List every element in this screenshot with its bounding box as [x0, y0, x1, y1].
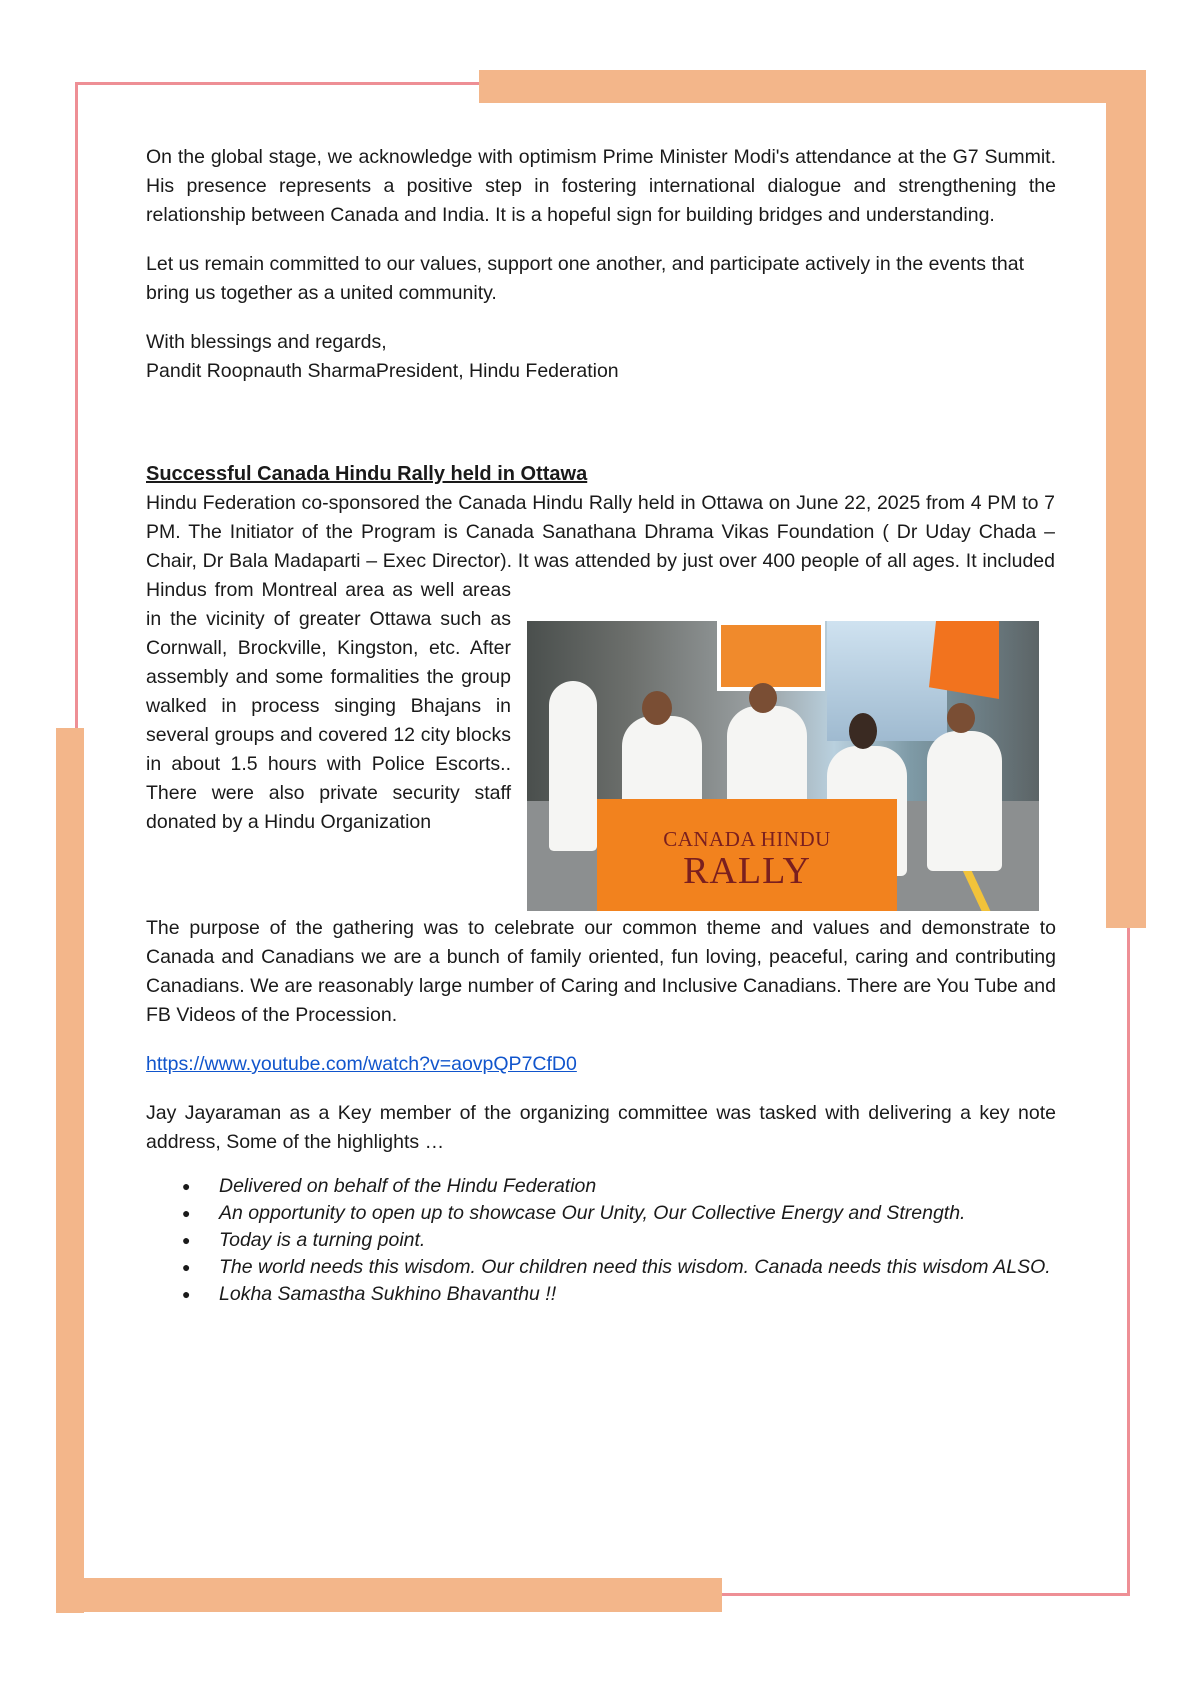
video-link-row [146, 1050, 1056, 1079]
photo-orange-flag [929, 621, 999, 699]
list-item: ● Delivered on behalf of the Hindu Federation [219, 1173, 1056, 1200]
orange-frame-bottom-bar [56, 1578, 722, 1612]
photo-person [927, 731, 1002, 871]
photo-person [549, 681, 597, 851]
article-heading: Successful Canada Hindu Rally held in Ottawa [146, 463, 588, 485]
article-paragraph-rally-text: Hindu Federation co-sponsored the Canada Hindu Rally held in Ottawa on June 22, 2025 from 4 PM to 7 PM. The Initiator of the Program is Canada Sanathana Dhrama Vikas Foundation ( Dr Uday Chada – Chair, Dr Bala Madaparti – Exec Director). It was attended by just over 400 people of all ages. It included Hindus from Montreal area as well areas in the vicinity of greater Ottawa such as Cornwall, Brockville, Kingston, etc. After assembly and some formalities the group walked in process singing Bhajans in several groups and covered 12 city blocks in about 1.5 hours with Police Escorts.. There were also private security staff donated by a Hindu Organization [146, 492, 1055, 833]
keynote-highlights-list [146, 1173, 1056, 1308]
photo-placard [717, 621, 825, 691]
photo-person-head [849, 713, 877, 749]
rally-photo [527, 621, 1039, 911]
photo-person-head [749, 683, 777, 713]
article-paragraph-purpose: The purpose of the gathering was to celebrate our common theme and values and demonstrate to Canada and Canadians we are a bunch of family oriented, fun loving, peaceful, caring and contributing Canadians. We are reasonably large number of Caring and Inclusive Canadians. There are You Tube and FB Videos of the Procession. [146, 917, 1056, 1026]
intro-paragraph-values: Let us remain committed to our values, support one another, and participate actively in the events that bring us together as a united community. [146, 253, 1025, 304]
youtube-video-link[interactable]: https://www.youtube.com/watch?v=aovpQP7CfD0 [146, 1053, 577, 1075]
signature-line: Pandit Roopnauth SharmaPresident, Hindu Federation [146, 360, 619, 382]
list-item: ● Today is a turning point. [219, 1227, 1056, 1254]
banner-text-line-2: RALLY [683, 850, 811, 892]
banner-text-line-1: CANADA HINDU [663, 827, 831, 851]
intro-paragraph-g7: On the global stage, we acknowledge with optimism Prime Minister Modi's attendance at the G7 Summit. His presence represents a positive step in fostering international dialogue and strengthening the relationship between Canada and India. It is a hopeful sign for building bridges and understanding. [146, 146, 1056, 226]
closing-line: With blessings and regards, [146, 331, 387, 353]
orange-frame-top-bar [479, 70, 1146, 103]
list-item: ● The world needs this wisdom. Our children need this wisdom. Canada needs this wisdom ALSO. [219, 1254, 1056, 1281]
orange-frame-right-bar [1106, 70, 1146, 928]
photo-sky [827, 621, 947, 741]
photo-person-head [642, 691, 672, 725]
photo-person-head [947, 703, 975, 733]
list-item: ● Lokha Samastha Sukhino Bhavanthu !! [219, 1281, 1056, 1308]
orange-frame-left-bar [56, 728, 84, 1613]
article-paragraph-keynote: Jay Jayaraman as a Key member of the organizing committee was tasked with delivering a key note address, Some of the highlights … [146, 1102, 1056, 1153]
photo-wrap-spacer [1055, 489, 1056, 576]
photo-rally-banner [597, 799, 897, 911]
list-item: ● An opportunity to open up to showcase Our Unity, Our Collective Energy and Strength. [219, 1200, 1056, 1227]
